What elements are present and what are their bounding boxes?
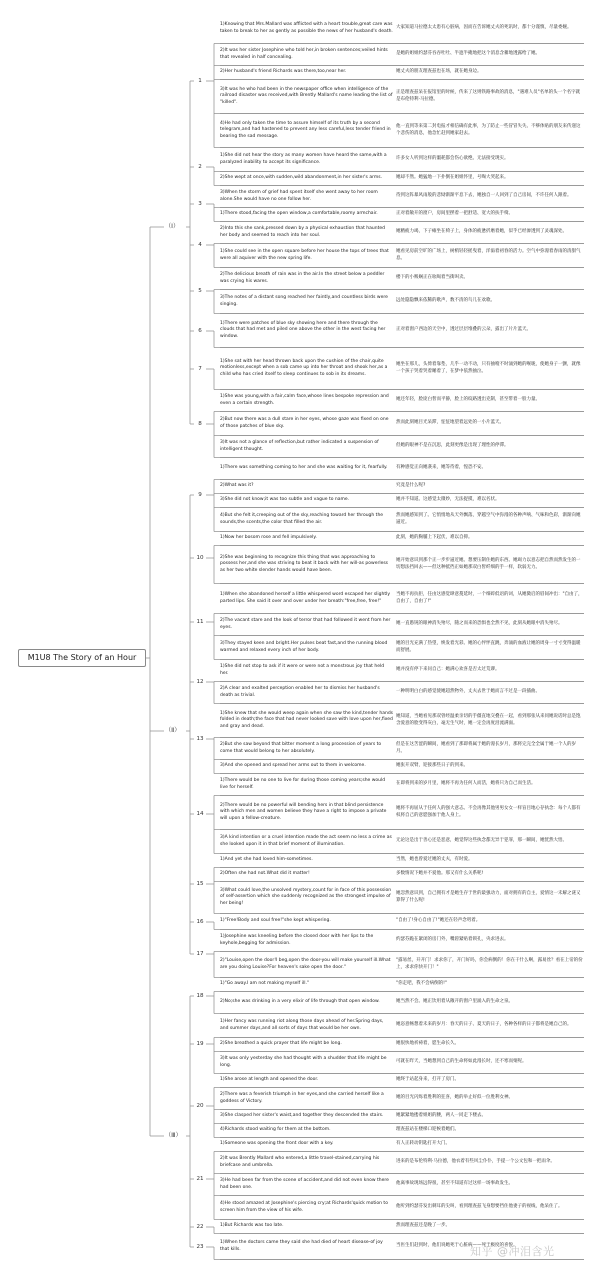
- sentence-english: 1)She sat with her head thrown back upon the cushion of the chair,quite motionless,except when a sob came up into her throat and shook her,as a child who has cried itself to sleep continues to sob in its dreams.: [220, 359, 388, 377]
- sentence-node[interactable]: [220, 992, 584, 1014]
- sentence-english: 2)She breathed a quick prayer that life might be long.: [220, 1041, 342, 1047]
- sentence-node[interactable]: [220, 914, 584, 930]
- paragraph-number[interactable]: 13: [196, 736, 204, 742]
- sentence-english: 3)He had been far from the scene of accident,and did not even know there had been one.: [220, 1178, 389, 1190]
- sentence-chinese: 她张开双臂，迎接那些日子的到来。: [396, 763, 468, 769]
- part-label[interactable]: （Ⅲ）: [165, 1132, 182, 1139]
- sentence-node[interactable]: [220, 44, 584, 66]
- sentence-chinese: 是她的姐姐约瑟芬吞吞吐吐、半遮半掩地把这个消息含蓄地透露给了她。: [396, 51, 540, 57]
- sentence-node[interactable]: [220, 1038, 584, 1052]
- sentence-chinese: 约瑟芬跪在紧闭的房门外，嘴唇紧贴着锁孔，央求进去。: [396, 937, 509, 943]
- paragraph-number[interactable]: 17: [196, 951, 204, 957]
- sentence-node[interactable]: [220, 532, 584, 546]
- sentence-english: 3)It was he who had been in the newspaper office when intelligence of the railroad disaster was received,with Brently Mallard's name leading the list of "killed".: [220, 87, 393, 105]
- sentence-node[interactable]: [220, 290, 584, 314]
- sentence-english: 1)Her fancy was running riot along those days ahead of her.Spring days, and summer days,and all sorts of days that would be her own.: [220, 1019, 384, 1031]
- sentence-chinese: 然而她感知到了。它悄悄地从天外飘落，穿越空气中弥漫的各种声响、气味和色彩，渐渐向她逼近。: [396, 513, 581, 525]
- sentence-chinese: "露易丝，开开门！求求你了，开门好吗，你会病倒的！你在干什么啊，露易丝？看在上帝的份上，求求你快开门！": [396, 958, 583, 970]
- sentence-english: 1)There was something coming to her and she was waiting for it, fearfully.: [220, 465, 388, 471]
- sentence-node[interactable]: [220, 660, 584, 682]
- sentence-chinese: 她恣意畅想着未来的岁月：春天的日子、夏天的日子，各种各样的日子都将是她自己的。: [396, 1022, 572, 1028]
- sentence-chinese: 他一直到等来第二封电报才相信确有此事，为了防止一些冒冒失失、不够体贴的朋友来传递这个悲伤的消息，他急忙赶到她家赶去。: [396, 124, 581, 136]
- sentence-chinese: 她还年轻，脸庞白皙而平静，脸上的纹路透出克制，甚至带着一股力量。: [396, 397, 540, 403]
- sentence-english: 2)Often she had not.What did it matter!: [220, 871, 310, 877]
- paragraph-number[interactable]: 5: [198, 288, 202, 294]
- sentence-node[interactable]: [220, 244, 584, 268]
- sentence-english: 2)Into this she sank,pressed down by a physical exhaustion that haunted her body and seemed to reach into her soul.: [220, 226, 385, 238]
- sentence-english: 2)"Louise,open the door!I beg,open the door-you will make yourself ill.What are you doing Louise?For heaven's sake open the door.": [220, 958, 391, 970]
- sentence-english: 2)She was beginning to recognize this thing that was approaching to possess her,and she was striving to beat it back with her will-as powerless as her two white slender hands would have been.: [220, 555, 389, 573]
- sentence-node[interactable]: [220, 14, 584, 44]
- sentence-node[interactable]: [220, 1052, 584, 1074]
- sentence-chinese: 她开始意识到那个正一步步逼近她、想要压制住她的东西。她竭力以意志把自然而然发生的一切想法挡回去——但这种抵挡正如她那双白皙纤细的手一样，软弱无力。: [396, 558, 581, 570]
- sentence-chinese: "自由了!身心自由了!"她还在轻声念叨着。: [396, 918, 481, 924]
- sentence-node[interactable]: [220, 682, 584, 704]
- sentence-english: 2)She wept at once,with sudden,wild abandonment,in her sister's arms.: [220, 175, 383, 181]
- sentence-node[interactable]: [220, 208, 584, 222]
- sentence-node[interactable]: [220, 494, 584, 508]
- sentence-english: 1)She could see in the open square before her house the tops of trees that were all aquiver with the new spring life.: [220, 249, 389, 261]
- sentence-node[interactable]: [220, 1196, 584, 1220]
- part-label[interactable]: （Ⅱ）: [165, 727, 181, 734]
- sentence-chinese: 当医生们赶到时，他们说她死于心脏病——死于极度的喜悦。: [396, 1243, 518, 1249]
- paragraph-number[interactable]: 8: [198, 421, 202, 427]
- sentence-node[interactable]: [220, 978, 584, 992]
- sentence-english: 1)Knowing that Mrs.Mallard was afflicted with a heart trouble,great care was taken to break to her as gently as possible the news of her husband's death.: [220, 22, 393, 34]
- paragraph-number[interactable]: 23: [196, 1244, 204, 1250]
- sentence-chinese: 她终于站起身来，打开了房门。: [396, 1077, 459, 1083]
- sentence-node[interactable]: [220, 314, 584, 348]
- sentence-node[interactable]: [220, 1220, 584, 1234]
- sentence-chinese: 她很快地祈祷着，愿生命长久。: [396, 1041, 459, 1047]
- sentence-english: 2)There would be no powerful will bending hers in that blind persistence with which men and women believe they have a right to impose a private will upon a fellow-creature.: [220, 803, 387, 821]
- sentence-node[interactable]: [220, 1174, 584, 1196]
- sentence-chinese: 正对着窗户西边的天空中，透过层层堆叠的云朵，露出了片片蓝天。: [396, 327, 531, 333]
- sentence-node[interactable]: [220, 584, 584, 614]
- sentence-chinese: 在即将到来的岁月里，她将不再为任何人而活，她将只为自己而生活。: [396, 781, 536, 787]
- sentence-chinese: 然而此刻她目光呆滞，怔怔地望着远处的一小片蓝天。: [396, 420, 504, 426]
- sentence-node[interactable]: [220, 774, 584, 796]
- sentence-chinese: 然而理查兹还是晚了一步。: [396, 1223, 450, 1229]
- sentence-english: 2)It was Brently Mallard who entered,a little travel-stained,carrying his briefcase and umbrella.: [220, 1156, 380, 1168]
- sentence-node[interactable]: [220, 268, 584, 290]
- sentence-english: 1)Now her bosom rose and fell impulsively.: [220, 535, 317, 541]
- sentence-chinese: 可就在昨天，当她想到自己的生命将如此漫长时，还不寒而栗呢。: [396, 1059, 527, 1065]
- sentence-chinese: 他听到约瑟芬发出刺耳的尖叫，看到理查兹飞身想要挡住他妻子的视线，他呆住了。: [396, 1204, 563, 1210]
- sentence-chinese: 远处隐隐飘来依稀的歌声，数不清的鸟儿在欢歌。: [396, 298, 495, 304]
- sentence-english: 2)It was her sister Josephine who told her,in broken sentences;veiled hints that revealed in half concealing.: [220, 48, 388, 60]
- sentence-node[interactable]: [220, 614, 584, 636]
- sentence-node[interactable]: [220, 704, 584, 738]
- paragraph-number[interactable]: 11: [196, 619, 204, 625]
- sentence-english: 2)No;she was drinking in a very elixir of life through that open window.: [220, 999, 380, 1005]
- paragraph-number[interactable]: 18: [196, 993, 204, 999]
- sentence-chinese: 她的目光闪烁着胜利的狂喜，她的举止好似一位胜利女神。: [396, 1095, 513, 1101]
- sentence-node[interactable]: [220, 546, 584, 584]
- sentence-english: 2)The delicious breath of rain was in the air.In the street below a peddler was crying his wares.: [220, 272, 385, 284]
- sentence-english: 3)She did not know;it was too subtle and vague to name.: [220, 497, 350, 503]
- sentence-english: 1)"Free!Body and soul free!"she kept whispering.: [220, 918, 331, 924]
- sentence-node[interactable]: [220, 636, 584, 660]
- sentence-chinese: 许多女人听到这样的噩耗都会伤心欲绝、无法接受现实。: [396, 156, 509, 162]
- sentence-english: 2)What was it?: [220, 483, 254, 489]
- sentence-english: 1)When she abandoned herself a little whispered word escaped her slightly parted lips. She said it over and over under her breath:"free,free, free!": [220, 592, 391, 604]
- sentence-node[interactable]: [220, 186, 584, 208]
- sentence-english: 3)It was not a glance of reflection,but rather indicated a suspension of intelligent thought.: [220, 440, 379, 452]
- sentence-chinese: 她却不然。她猛地一下扑倒在姐姐怀里，号啕大哭起来。: [396, 175, 509, 181]
- paragraph-number[interactable]: 4: [198, 242, 202, 248]
- sentence-node[interactable]: [220, 66, 584, 80]
- paragraph-number[interactable]: 16: [196, 919, 204, 925]
- watermark: 知乎 @冲泪含光: [470, 1245, 555, 1258]
- sentence-chinese: "你走吧，我不会病倒的!": [396, 981, 447, 987]
- sentence-node[interactable]: [220, 390, 584, 412]
- sentence-english: 1)Someone was opening the front door with a key.: [220, 1141, 334, 1147]
- paragraph-number[interactable]: 1: [198, 78, 202, 84]
- sentence-node[interactable]: [220, 1014, 584, 1038]
- part-label[interactable]: （Ⅰ）: [165, 223, 180, 230]
- sentence-node[interactable]: [220, 222, 584, 244]
- sentence-chinese: 但是在这苦涩的瞬间，她看到了那即将属于她的漫长岁月，那将完完全全属于她一个人的岁月。: [396, 742, 576, 754]
- sentence-english: 4)He had only taken the time to assure himself of its truth by a second telegram,and had hastened to prevent any less careful,less tender friend in bearing the sad message.: [220, 121, 391, 139]
- sentence-node[interactable]: [220, 760, 584, 774]
- sentence-english: 1)There stood,facing the open window,a comfortable,roomy armchair.: [220, 211, 378, 217]
- sentence-node[interactable]: [220, 80, 584, 114]
- paragraph-number[interactable]: 22: [196, 1224, 204, 1230]
- sentence-english: 1)There would be no one to live for during those coming years;she would live for herself.: [220, 778, 386, 790]
- paragraph-number[interactable]: 12: [196, 679, 204, 685]
- sentence-english: 4)Richards stood waiting for them at the bottom.: [220, 1127, 331, 1133]
- sentence-chinese: 多数情况下她并不爱他。那又有什么关系呢!: [396, 871, 484, 877]
- sentence-english: 1)She knew that she would weep again when she saw the kind,tender hands folded in death;the face that had never looked save with love upon her,fixed and gray and dead.: [220, 711, 394, 729]
- sentence-chinese: 一种明明白白的感觉使她超然物外，丈夫去世于她而言不过是一段插曲。: [396, 689, 540, 695]
- sentence-node[interactable]: [220, 508, 584, 532]
- sentence-chinese: 她忽然意识到，自己拥有才是她生存于世的最强动力，面对拥有的自主，爱情这一未解之谜又算得了什么呢!: [396, 891, 581, 903]
- sentence-node[interactable]: [220, 882, 584, 914]
- sentence-english: 2)But now there was a dull stare in her eyes, whose gaze was fixed on one of those patches of blue sky.: [220, 417, 389, 429]
- paragraph-number[interactable]: 21: [196, 1176, 204, 1182]
- sentence-node[interactable]: [220, 480, 584, 494]
- sentence-chinese: 她一直愚钝的眼神消失殆尽，随之而来的恐惧也全然不见，此刻从她眼中消失殆尽。: [396, 621, 563, 627]
- sentence-node[interactable]: [220, 114, 584, 148]
- paragraph-number[interactable]: 9: [198, 492, 202, 498]
- sentence-english: 3)When the storm of grief had spent itself she went away to her room alone.She would have no one follow her.: [220, 190, 378, 202]
- sentence-chinese: 当然，她也曾爱过她的丈夫，有时爱。: [396, 857, 473, 863]
- sentence-chinese: 她将不再屈从于任何人的强大意志。不会再像其他男男女女一样盲目地心存执念：每个人都有权将自己的意愿强加于他人身上。: [396, 806, 581, 818]
- sentence-english: 1)"Go away.I am not making myself ill.": [220, 981, 309, 987]
- sentence-node[interactable]: [220, 458, 584, 480]
- sentence-chinese: 待到这阵暴风雨般的悲恸渐渐平息下去，她独自一人回到了自己房间，不许任何人跟着。: [396, 193, 572, 199]
- sentence-chinese: 无论这是出于善心还是恶意，她觉得这些执念都无异于犯罪，那一瞬间，她恍然大悟。: [396, 838, 567, 844]
- sentence-chinese: 究竟是什么呢?: [396, 483, 426, 489]
- sentence-chinese: 她坐在那儿，头倚着靠垫，几乎一动不动，只有抽噎不时涌到她的喉咙，使她身子一颤，就像一个孩子哭着哭着睡着了，在梦中依然抽泣。: [396, 362, 581, 374]
- sentence-english: 1)She arose at length and opened the door.: [220, 1077, 319, 1083]
- sentence-english: 1)And yet she had loved him-sometimes.: [220, 857, 313, 863]
- sentence-node[interactable]: [220, 436, 584, 458]
- sentence-node[interactable]: [220, 1124, 584, 1138]
- sentence-chinese: 她并没有停下来问自己：她满心欢喜是否太过荒谬。: [396, 667, 500, 673]
- sentence-english: 1)She was young,with a fair,calm face,whose lines bespoke repression and even a certain strength.: [220, 394, 389, 406]
- sentence-english: 1)Josephine was kneeling before the closed door with her lips to the keyhole,begging for admission.: [220, 934, 374, 946]
- sentence-english: 3)What could love,the unsolved mystery,count for in face of this possession of self-assertion which she suddenly recognized as the strongest impulse of her being!: [220, 888, 392, 906]
- sentence-node[interactable]: [220, 1110, 584, 1124]
- sentence-node[interactable]: [220, 348, 584, 390]
- sentence-chinese: 当她不再抗拒，任由这感觉肆意蔓延时，一个细碎低语的词，从她微启的唇间冲出："自由了，自由了，自由了!": [396, 592, 583, 604]
- sentence-chinese: 正是理查兹呆在报馆里的时候，传来了这则铁路事故的消息，"遇难人员"名单的头一个名字就是布伦特利·马拉德。: [396, 90, 581, 102]
- sentence-node[interactable]: [220, 172, 584, 186]
- paragraph-number[interactable]: 3: [198, 201, 202, 207]
- sentence-chinese: 但她的眼神不是在沉思，此刻更像是出现了理性的停滞。: [396, 443, 509, 449]
- sentence-chinese: 她并不知道。这感觉太微妙，无法捉摸，难以名状。: [396, 497, 500, 503]
- sentence-english: 4)But she felt it,creeping out of the sky,reaching toward her through the sounds,the scents,the color that filled the air.: [220, 513, 384, 525]
- paragraph-number[interactable]: 19: [196, 1041, 204, 1047]
- sentence-node[interactable]: [220, 1152, 584, 1174]
- sentence-node[interactable]: [220, 952, 584, 978]
- sentence-chinese: 她知道，当她看见那双曾经温柔亲切的手僵直地交叠在一起，看到那张从来同她说话时总是饱含爱意的脸变得灰白，毫无生气时，她一定会再度泪流满面。: [396, 714, 581, 726]
- sentence-chinese: 她的目光充满了热望，焕发着光彩。她的心怦怦直跳，奔涌的血液让她的周身一寸寸变得温暖而舒展。: [396, 641, 581, 653]
- paragraph-number[interactable]: 15: [196, 881, 204, 887]
- sentence-english: 1)She did not stop to ask if it were or were not a monstrous joy that held her.: [220, 664, 385, 676]
- sentence-node[interactable]: [220, 1074, 584, 1088]
- sentence-node[interactable]: [220, 930, 584, 952]
- sentence-node[interactable]: [220, 868, 584, 882]
- paragraph-number[interactable]: 7: [198, 366, 202, 372]
- sentence-english: 4)He stood amazed at Josephine's piercing cry;at Richards'quick motion to screen him from the view of his wife.: [220, 1201, 388, 1213]
- sentence-node[interactable]: [220, 738, 584, 760]
- sentence-english: 1)When the doctors came they said she had died of heart disease-of joy that kills.: [220, 1240, 383, 1252]
- paragraph-number[interactable]: 6: [198, 328, 202, 334]
- sentence-node[interactable]: [220, 830, 584, 854]
- sentence-english: 3)A kind intention or a cruel intention made the act seem no less a crime as she looked upon it in that brief moment of illumination.: [220, 835, 392, 847]
- sentence-english: 1)But Richards was too late.: [220, 1223, 284, 1229]
- sentence-english: 3)And she opened and spread her arms out to them in welcome.: [220, 763, 366, 769]
- sentence-english: 2)Her husband's friend Richards was there,too,near her.: [220, 69, 347, 75]
- sentence-chinese: 楼下的小贩娴正在吆喝着当街叫卖。: [396, 275, 468, 281]
- sentence-chinese: 大家知道马拉德太太患有心脏病，因而在告诉她丈夫的死讯时，都十分谨慎，尽量委婉。: [396, 25, 572, 31]
- paragraph-number[interactable]: 14: [196, 811, 204, 817]
- sentence-english: 2)A clear and exalted perception enabled her to dismiss her husband's death as trivial.: [220, 686, 380, 698]
- sentence-node[interactable]: [220, 412, 584, 436]
- sentence-node[interactable]: [220, 148, 584, 172]
- paragraph-number[interactable]: 10: [196, 555, 204, 561]
- sentence-node[interactable]: [220, 1138, 584, 1152]
- sentence-chinese: 她看见房前空旷的广场上，树梢轻轻摇曳着，洋溢着初春的活力。空气中弥漫着春雨的清甜气息。: [396, 249, 581, 261]
- sentence-node[interactable]: [220, 1088, 584, 1110]
- root-node-title[interactable]: M1U8 The Story of an Hour: [18, 649, 146, 667]
- sentence-node[interactable]: [220, 796, 584, 830]
- sentence-chinese: 他离事故现场远得很，甚至不知道有过这样一场事故发生。: [396, 1181, 513, 1187]
- sentence-chinese: 有种感觉正向她袭来，她等待着，惶恐不安。: [396, 465, 486, 471]
- sentence-english: 1)There were patches of blue sky showing here and there through the clouds that had met and piled one above the other in the west facing her window.: [220, 321, 386, 339]
- sentence-english: 2)The vacant stare and the look of terror that had followed it went from her eyes.: [220, 618, 391, 630]
- sentence-chinese: 有人正转动钥匙打开大门。: [396, 1141, 450, 1147]
- sentence-english: 3)She clasped her sister's waist,and together they descended the stairs.: [220, 1113, 384, 1119]
- sentence-chinese: 进来的是布伦特利·马拉德，他衣着有些风尘仆仆，手提一个公文包和一把雨伞。: [396, 1159, 555, 1165]
- sentence-chinese: 她紧紧地搂着姐姐的腰，两人一同走下楼去。: [396, 1113, 486, 1119]
- sentence-chinese: 此刻，她的胸脯上下起伏，难以自抑。: [396, 535, 473, 541]
- sentence-chinese: 她精疲力竭，下子瘫坐在椅子上，身体的疲惫折磨着她，似乎已经渗透到了灵魂深处。: [396, 229, 567, 235]
- sentence-english: 1)She did not hear the story as many women have heard the same,with a paralyzed inability to accept its significance.: [220, 153, 387, 165]
- paragraph-number[interactable]: 20: [196, 1103, 204, 1109]
- sentence-english: 3)They stayed keen and bright.Her pulses beat fast,and the running blood warmed and relaxed every inch of her body.: [220, 641, 388, 653]
- paragraph-number[interactable]: 2: [198, 164, 202, 170]
- sentence-node[interactable]: [220, 854, 584, 868]
- sentence-chinese: 她当然不会。她正饮用着从敞开的窗户里涌入的生命之泉。: [396, 999, 513, 1005]
- sentence-english: 3)The notes of a distant song reached her faintly,and countless birds were singing.: [220, 295, 388, 307]
- sentence-english: 2)There was a feverish triumph in her eyes,and she carried herself like a goddess of Victory.: [220, 1092, 384, 1104]
- sentence-chinese: 理查兹站在楼梯口迎候着她们。: [396, 1127, 459, 1133]
- sentence-english: 2)But she saw beyond that bitter moment a long procession of years to come that would belong to her absolutely.: [220, 742, 382, 754]
- sentence-chinese: 她丈夫的朋友理查兹也在场，就在她身边。: [396, 69, 482, 75]
- sentence-english: 3)It was only yesterday she had thought with a shudder that life might be long.: [220, 1056, 387, 1068]
- sentence-chinese: 正对着敞开的窗户，房间里摆着一把舒适、宽大的扶手椅。: [396, 211, 513, 217]
